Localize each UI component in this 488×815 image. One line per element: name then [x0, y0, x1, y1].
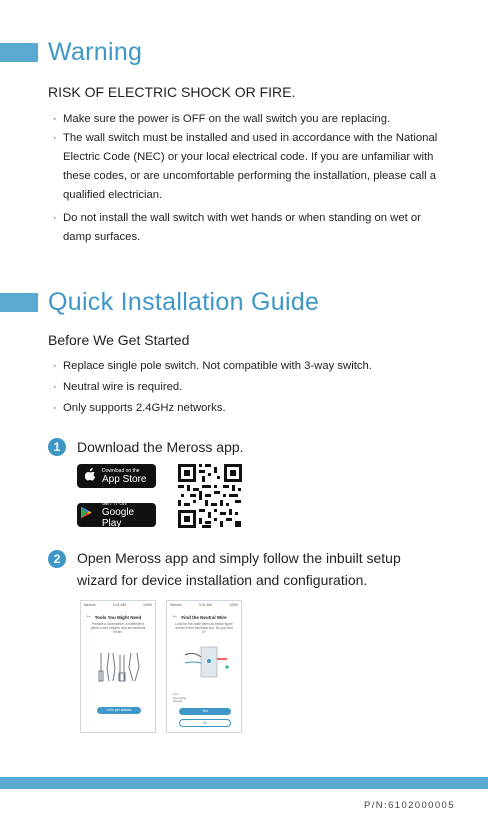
screen-description: Look for the white wires as below figure shown in the electrical box. Do you find it? [175, 622, 233, 634]
back-arrow-icon: ← [172, 613, 178, 619]
step-2-text: Open Meross app and simply follow the inbuilt setup wizard for device installation and configuration. [77, 550, 401, 588]
yes-button[interactable]: Yes [179, 708, 231, 715]
wire-legend: Line Grounding Neutral [173, 692, 187, 704]
warning-subtitle: RISK OF ELECTRIC SHOCK OR FIRE. [48, 84, 296, 100]
guide-accent-bar [0, 293, 38, 312]
tools-illustration [97, 651, 141, 683]
wiring-illustration [181, 641, 233, 681]
warning-bullet: · Do not install the wall switch with wet hands or when standing on wet or damp surfaces. [53, 212, 421, 243]
app-store-big-text: App Store [102, 473, 147, 485]
guide-bullet: · Only supports 2.4GHz networks. [53, 402, 226, 414]
qr-code [178, 464, 242, 528]
step-1-text: Download the Meross app. [77, 439, 244, 455]
guide-bullet: · Replace single pole switch. Not compatible with 3-way switch. [53, 360, 372, 372]
app-store-small-text: Download on the [102, 467, 140, 474]
warning-bullet: · The wall switch must be installed and used in accordance with the National Electric Code (NEC) or your local electrical code. If you are unfamiliar with these codes, or are uncomfortable performing the installation, please call a qualified electrician. [53, 132, 438, 201]
warning-accent-bar [0, 43, 38, 62]
step-2-number: 2 [48, 550, 66, 568]
get-started-button[interactable]: Let's get started [97, 707, 141, 714]
no-button[interactable]: No [179, 719, 231, 727]
app-store-badge[interactable] [77, 464, 156, 488]
step-1-number: 1 [48, 438, 66, 456]
phone-screenshot-neutral-wire [166, 600, 242, 733]
phone-screenshot-tools [80, 600, 156, 733]
google-play-badge[interactable] [77, 503, 156, 527]
guide-subtitle: Before We Get Started [48, 332, 190, 348]
apple-icon [80, 468, 100, 484]
status-bar: Meross 9:41 AM 100% [170, 603, 238, 607]
screen-title: Tools You Might Need [94, 615, 142, 620]
google-play-icon [80, 506, 100, 524]
screen-title: Find the Neutral Wire [181, 615, 227, 620]
google-play-big-text: Google Play [101, 507, 135, 529]
google-play-small-text: GET IT ON [101, 501, 127, 507]
warning-bullet: · Make sure the power is OFF on the wall switch you are replacing. [53, 113, 391, 125]
screen-description: Prepare a screwdriver, a voltmeter's pliers a wire stripper and an electrical tester. [90, 622, 146, 634]
footer-bar [0, 777, 488, 789]
guide-title: Quick Installation Guide [48, 288, 320, 316]
guide-bullet: · Neutral wire is required. [53, 381, 183, 393]
back-arrow-icon: ← [86, 613, 92, 619]
warning-title: Warning [48, 38, 143, 66]
part-number: P/N:6102000005 [364, 800, 455, 811]
status-bar: Meross 9:41 AM 100% [84, 603, 152, 607]
